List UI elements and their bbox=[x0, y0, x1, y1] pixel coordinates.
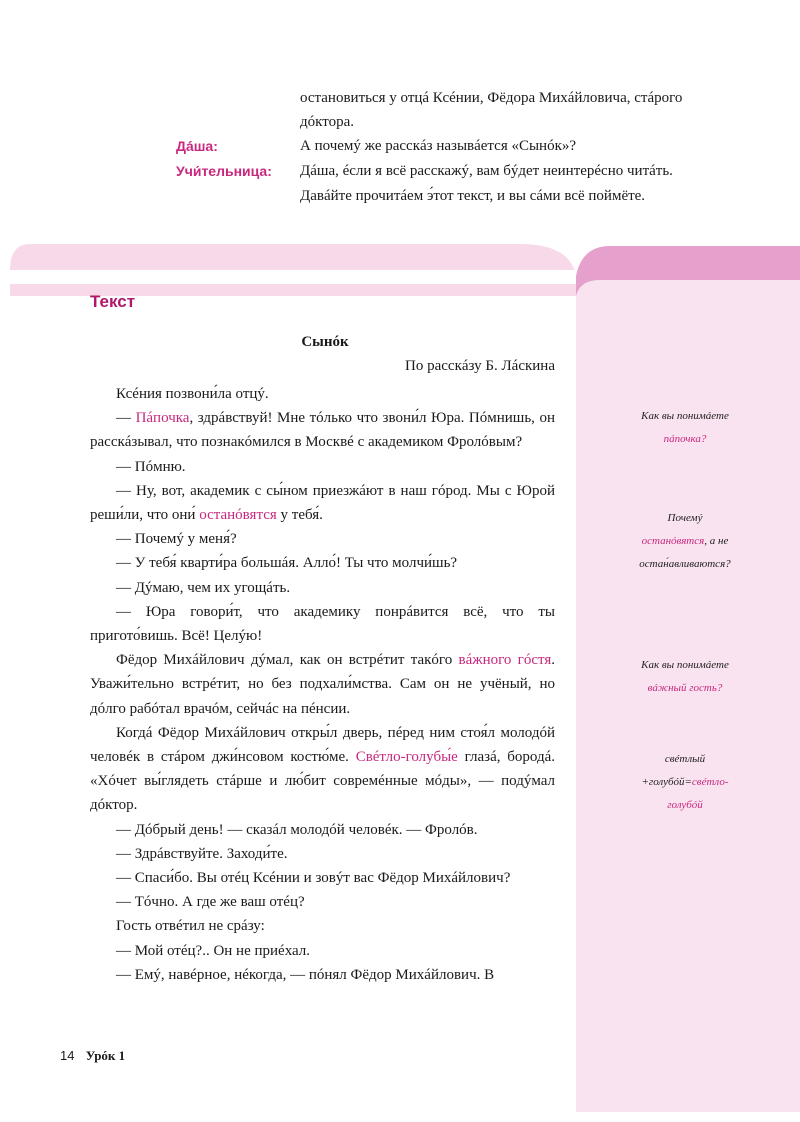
text: — Здрáвствуйте. Заходи́те. bbox=[116, 845, 288, 862]
margin-note-2 bbox=[580, 507, 790, 576]
margin-note-1 bbox=[580, 405, 790, 451]
text: , здрáвствуй! Мне тóлько что звони́л Юра. Пóмнишь, он расскáзывал, что познакóмился в Москвé с академиком Фролóвым? bbox=[90, 410, 556, 451]
paragraph bbox=[90, 600, 555, 648]
text: — bbox=[116, 410, 136, 427]
paragraph bbox=[90, 576, 555, 600]
paragraph bbox=[90, 890, 555, 914]
highlight-word: останóвятся bbox=[199, 507, 277, 524]
paragraph bbox=[90, 479, 555, 527]
text: — Ну, вот, академик с сы́ном приезжáют в наш гóрод. Мы с Юрой реши́ли, что они́ bbox=[90, 482, 555, 524]
note-highlight: вáжный гость? bbox=[647, 682, 723, 694]
story-body bbox=[90, 382, 555, 987]
paragraph bbox=[90, 455, 555, 479]
highlight-word: Пáпочка bbox=[135, 410, 190, 427]
text: — Мой отéц?.. Он не приéхал. bbox=[116, 942, 311, 959]
text: — Юра говори́т, что академику понрáвится всё, что ты пригото́вишь. Всё! Целýю! bbox=[90, 603, 555, 645]
dialogue-text: А почемý же расскáз назывáется «Сынóк»? bbox=[300, 138, 577, 154]
text: — Тóчно. А где же ваш отéц? bbox=[116, 894, 305, 911]
text: глазá, бородá. «Хóчет вы́глядеть стáрше и лю́бит совремéнные мóды», — подýмал дóктор. bbox=[90, 749, 556, 814]
paragraph bbox=[90, 406, 555, 454]
paragraph bbox=[90, 721, 555, 818]
margin-note-3 bbox=[580, 654, 790, 700]
paragraph bbox=[90, 527, 555, 551]
text: — Емý, навéрное, нéкогда, — пóнял Фёдор Михáйлович. В bbox=[116, 966, 495, 983]
text: — Почемý у меня́? bbox=[116, 531, 237, 548]
speaker-teacher: Учи́тельница: bbox=[176, 163, 272, 179]
paragraph bbox=[90, 648, 555, 721]
paragraph bbox=[90, 866, 555, 890]
dialogue-text: дóктора. bbox=[300, 114, 354, 130]
text: — Пóмню. bbox=[116, 458, 186, 475]
dialogue-text: Дáша, éсли я всё расскажý, вам бýдет неинтерéсно читáть. bbox=[300, 163, 673, 179]
story-author: По расскáзу Б. Лáскина bbox=[405, 358, 555, 374]
header-band bbox=[0, 236, 800, 296]
highlight-word: Свéтло-голубы́е bbox=[355, 749, 458, 766]
note-text: свéтлый bbox=[664, 753, 706, 765]
note-text: Как вы понимáете bbox=[641, 659, 729, 671]
highlight-word: вáжного гóстя bbox=[458, 652, 552, 669]
paragraph bbox=[90, 382, 555, 406]
section-title: Текст bbox=[90, 292, 136, 311]
note-text: +голубóй= bbox=[641, 776, 692, 788]
note-highlight: голубóй bbox=[667, 799, 703, 811]
text: Фёдор Михáйлович дýмал, как он встрéтит такóго bbox=[116, 652, 459, 669]
note-text bbox=[580, 771, 790, 794]
note-highlight: свéтло- bbox=[691, 776, 729, 788]
note-highlight: пáпочка? bbox=[663, 433, 707, 445]
text: . Уважи́тельно встрéтит, но без подхали́мства. Сам он не учёный, но дóлго рабóтал врачóм, сейчáс на пéнсии. bbox=[90, 652, 556, 717]
text: — У тебя́ кварти́ра большáя. Алло́! Ты что молчи́шь? bbox=[116, 555, 458, 572]
margin-note-4 bbox=[580, 748, 790, 817]
text: — Дýмаю, чем их угощáть. bbox=[116, 579, 291, 596]
text: Ксéния позвони́ла отцý. bbox=[116, 386, 269, 402]
text: — Спаси́бо. Вы отéц Ксéнии и зовýт вас Фёдор Михáйлович? bbox=[116, 870, 511, 887]
text: — Дóбрый день! — сказáл молодóй человéк. — Фролóв. bbox=[116, 821, 478, 838]
paragraph bbox=[90, 939, 555, 963]
note-highlight: останóвятся bbox=[641, 535, 705, 547]
page-footer bbox=[60, 1048, 125, 1064]
note-text: , а не bbox=[704, 535, 729, 547]
text: Когдá Фёдор Михáйлович откры́л дверь, пéред ним стоя́л молодóй человéк в стáром джи́нсовом костю́ме. bbox=[90, 724, 555, 766]
note-text bbox=[580, 530, 790, 553]
page-number: 14 bbox=[60, 1048, 75, 1063]
speaker-dasha: Дáша: bbox=[176, 138, 218, 154]
story-title: Сынóк bbox=[301, 334, 349, 350]
paragraph bbox=[90, 551, 555, 575]
note-text: остан́авливаются? bbox=[639, 558, 731, 570]
dialogue-text: остановиться у отцá Ксéнии, Фёдора Михáйловича, стáрого bbox=[300, 90, 683, 106]
paragraph bbox=[90, 842, 555, 866]
text: Гость отвéтил не срáзу: bbox=[116, 918, 265, 935]
note-text: Почемý bbox=[667, 512, 703, 524]
lesson-label: Урóк 1 bbox=[85, 1048, 126, 1063]
note-text: Как вы понимáете bbox=[641, 410, 729, 422]
dialogue-text: Давáйте прочитáем э́тот текст, и вы сáми всё поймёте. bbox=[300, 188, 646, 204]
paragraph bbox=[90, 963, 555, 987]
paragraph bbox=[90, 818, 555, 842]
band-cutout bbox=[10, 270, 576, 284]
text: у тебя́. bbox=[276, 507, 323, 524]
paragraph bbox=[90, 914, 555, 938]
